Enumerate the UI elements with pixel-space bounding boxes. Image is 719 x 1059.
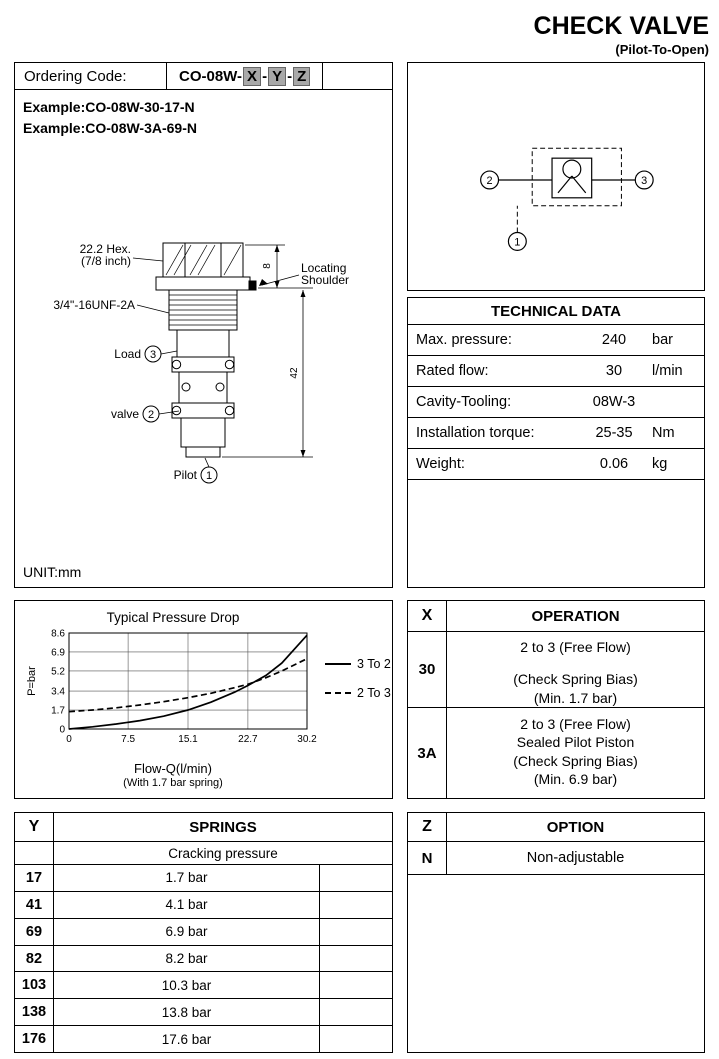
- spring-value: 4.1 bar: [165, 897, 208, 913]
- option-header: [408, 813, 704, 842]
- load-label: Load: [114, 347, 141, 361]
- spring-empty-cell: [319, 865, 392, 891]
- ordering-code-separator: -: [287, 67, 293, 85]
- solid-line-sample: [325, 663, 351, 665]
- valve-cross-section-drawing: [23, 225, 387, 525]
- operation-code-header: X: [408, 601, 447, 631]
- table-row: [408, 418, 704, 449]
- table-row: [408, 387, 704, 418]
- springs-section: [14, 812, 393, 1053]
- springs-subtitle: Cracking pressure: [168, 845, 278, 861]
- chart-x-axis-note: (With 1.7 bar spring): [123, 777, 223, 789]
- operation-line: (Min. 6.9 bar): [533, 771, 618, 788]
- option-section: [407, 812, 705, 1053]
- svg-text:7.5: 7.5: [121, 734, 136, 745]
- svg-text:P=bar: P=bar: [26, 666, 38, 696]
- spring-empty-cell: [319, 919, 392, 945]
- svg-text:30.2: 30.2: [297, 734, 317, 745]
- chart-x-axis-label: Flow-Q(l/min): [134, 761, 212, 776]
- springs-subheader: [15, 842, 392, 865]
- ordering-code-y-chip: Y: [268, 67, 286, 86]
- tech-row-label: Installation torque:: [416, 425, 535, 441]
- hex-label-line1: 22.2 Hex.: [79, 242, 131, 256]
- symbol-port-3: 3: [641, 174, 648, 187]
- page-subtitle: (Pilot-To-Open): [615, 42, 709, 57]
- tech-row-value: 25-35: [595, 425, 633, 441]
- spring-code: 103: [15, 972, 54, 998]
- tech-row-label: Cavity-Tooling:: [416, 394, 512, 410]
- tech-row-unit: Nm: [652, 425, 675, 441]
- chart-legend: [325, 655, 391, 713]
- tech-row-value: 08W-3: [592, 394, 636, 410]
- table-row: [408, 708, 704, 798]
- legend-item: [325, 684, 391, 702]
- springs-code-header: Y: [15, 813, 54, 841]
- legend-label: 3 To 2: [357, 657, 391, 671]
- locating-leader-arrow: [259, 279, 268, 286]
- page-title-block: [534, 12, 709, 57]
- operation-line: 2 to 3 (Free Flow): [520, 716, 631, 732]
- ordering-example-2: Example:CO-08W-3A-69-N: [23, 120, 197, 136]
- ordering-code-separator: -: [262, 67, 268, 85]
- table-row: [15, 972, 392, 999]
- valve-body-shapes: [156, 243, 256, 457]
- spring-empty-cell: [319, 946, 392, 972]
- tech-row-label: Weight:: [416, 456, 465, 472]
- springs-header: [15, 813, 392, 842]
- hex-label-line2: (7/8 inch): [80, 254, 131, 268]
- option-title: OPTION: [546, 818, 605, 836]
- operation-section: [407, 600, 705, 799]
- spring-code: 138: [15, 999, 54, 1025]
- table-row: [408, 356, 704, 387]
- legend-item: [325, 655, 391, 673]
- pressure-drop-chart-section: [14, 600, 393, 799]
- spring-empty-cell: [319, 999, 392, 1025]
- spring-code: 41: [15, 892, 54, 918]
- svg-text:0: 0: [59, 724, 65, 736]
- tech-row-label: Max. pressure:: [416, 332, 512, 348]
- legend-label: 2 To 3: [357, 686, 391, 700]
- ordering-section: [14, 62, 393, 588]
- spring-empty-cell: [319, 1026, 392, 1052]
- spring-value: 13.8 bar: [161, 1004, 212, 1020]
- pilot-leader-line: [205, 458, 209, 467]
- operation-line: (Check Spring Bias): [513, 752, 638, 769]
- tech-row-label: Rated flow:: [416, 363, 489, 379]
- pilot-label: Pilot: [173, 468, 197, 482]
- option-row-value: Non-adjustable: [526, 850, 625, 866]
- pressure-drop-chart: [23, 627, 323, 759]
- table-row: [15, 999, 392, 1026]
- operation-line: (Check Spring Bias): [513, 671, 638, 688]
- spring-empty-cell: [319, 892, 392, 918]
- ordering-header: [15, 63, 392, 90]
- symbol-port-2: 2: [486, 174, 493, 187]
- valve-label: valve: [110, 407, 139, 421]
- page-title: CHECK VALVE: [533, 12, 709, 40]
- spring-value: 10.3 bar: [161, 977, 212, 993]
- operation-title: OPERATION: [531, 607, 620, 625]
- dashed-line-sample: [325, 692, 351, 694]
- operation-row-code: 30: [408, 632, 447, 707]
- hex-leader-line: [133, 258, 163, 261]
- spring-code: 82: [15, 946, 54, 972]
- tech-row-value: 240: [601, 332, 627, 348]
- locating-label-line1: Locating: [301, 261, 347, 275]
- operation-line: 2 to 3 (Free Flow): [520, 639, 631, 655]
- tech-row-value: 30: [605, 363, 623, 379]
- table-row: [408, 449, 704, 480]
- dim-length-label: 42: [289, 367, 300, 379]
- ordering-examples: [15, 90, 392, 139]
- table-row: [408, 325, 704, 356]
- operation-row-code: 3A: [408, 708, 447, 798]
- pilot-port-number: 1: [205, 470, 213, 482]
- tech-row-unit: kg: [652, 456, 668, 472]
- spring-code: 176: [15, 1026, 54, 1052]
- svg-text:22.7: 22.7: [238, 734, 258, 745]
- table-row: [15, 1026, 392, 1052]
- technical-data-title: TECHNICAL DATA: [408, 298, 704, 325]
- table-row: [15, 919, 392, 946]
- locating-label-line2: Shoulder: [301, 273, 350, 287]
- tech-row-value: 0.06: [599, 456, 629, 472]
- operation-line: (Min. 1.7 bar): [533, 689, 618, 706]
- spring-value: 1.7 bar: [165, 870, 208, 886]
- springs-title: SPRINGS: [189, 818, 257, 836]
- tech-row-unit: bar: [652, 332, 673, 348]
- hydraulic-symbol-section: [407, 62, 705, 291]
- svg-text:15.1: 15.1: [178, 734, 198, 745]
- spring-empty-cell: [319, 972, 392, 998]
- operation-line: Sealed Pilot Piston: [516, 734, 635, 751]
- tech-row-unit: l/min: [652, 363, 683, 379]
- ordering-example-1: Example:CO-08W-30-17-N: [23, 99, 195, 115]
- svg-text:8.6: 8.6: [51, 628, 65, 640]
- spring-code: 17: [15, 865, 54, 891]
- ordering-code-value: [167, 63, 323, 89]
- load-port-number: 3: [149, 349, 157, 361]
- table-row: [15, 892, 392, 919]
- option-code-header: Z: [408, 813, 447, 841]
- spring-value: 8.2 bar: [165, 951, 208, 966]
- unit-note: UNIT:mm: [23, 564, 82, 580]
- operation-row-description: [447, 632, 704, 707]
- spring-value: 6.9 bar: [165, 924, 208, 940]
- springs-subheader-spacer: [15, 842, 54, 864]
- option-row-code: N: [408, 842, 447, 874]
- ordering-code-z-chip: Z: [293, 67, 310, 86]
- locating-leader-line: [262, 275, 299, 285]
- operation-row-description: [447, 708, 704, 798]
- symbol-port-1: 1: [514, 236, 521, 249]
- svg-text:0: 0: [66, 734, 72, 745]
- ordering-code-x-chip: X: [243, 67, 261, 86]
- table-row: [15, 946, 392, 973]
- hydraulic-symbol-diagram: [408, 63, 704, 290]
- operation-header: [408, 601, 704, 632]
- technical-data-section: [407, 297, 705, 588]
- locating-pin: [249, 281, 256, 290]
- ordering-code-label: Ordering Code:: [15, 63, 167, 89]
- spring-value: 17.6 bar: [161, 1031, 212, 1047]
- ordering-header-spacer: [323, 63, 392, 89]
- svg-text:1.7: 1.7: [51, 705, 65, 717]
- valve-port-number: 2: [147, 409, 155, 421]
- thread-leader-line: [137, 305, 169, 313]
- ordering-code-prefix: CO-08W-: [179, 67, 243, 85]
- svg-text:3.4: 3.4: [51, 686, 65, 698]
- load-leader-line: [161, 351, 177, 354]
- chart-title: Typical Pressure Drop: [106, 610, 240, 625]
- table-row: [408, 632, 704, 708]
- spring-code: 69: [15, 919, 54, 945]
- svg-text:6.9: 6.9: [51, 647, 65, 659]
- thread-label: 3/4"-16UNF-2A: [53, 298, 135, 312]
- table-row: [408, 842, 704, 875]
- symbol-shapes: [481, 148, 653, 250]
- table-row: [15, 865, 392, 892]
- dim-shoulder-label: 8: [262, 263, 273, 269]
- svg-text:5.2: 5.2: [51, 666, 65, 678]
